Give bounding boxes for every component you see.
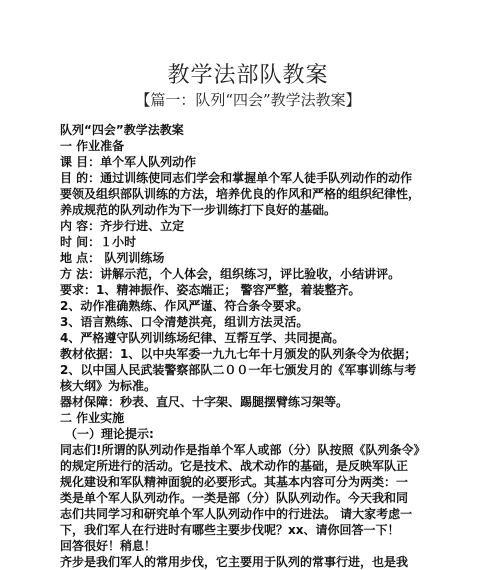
body-line: 回答很好！稍息！ <box>60 539 157 553</box>
body-line: 下，我们军人在行进时有哪些主要步伐呢？xx、请你回答一下！ <box>60 523 400 537</box>
subsection-heading: （一）理论提示: <box>65 427 154 441</box>
body-line: 4、严格遵守队列训练场纪律、互帮互学、共同提高。 <box>60 331 345 345</box>
body-line: 2、以中国人民武装警察部队二００一年七颁发月的《军事训练与考 <box>60 363 417 377</box>
section-heading: 一 作业准备 <box>60 139 125 153</box>
body-line: 2、动作准确熟练、作风严谨、符合条令要求。 <box>60 299 309 313</box>
body-line: 地 点： 队列训练场 <box>60 251 165 265</box>
body-line: 类是单个军人队列动作。一类是部（分）队队列动作。今天我和同 <box>60 491 409 505</box>
body-line: 教材依据：1、以中央军委一九九七年十月颁发的队列条令为依据； <box>60 347 417 361</box>
body-line: 目 的：通过训练使同志们学会和掌握单个军人徒手队列动作的动作 <box>60 171 413 185</box>
body-line: 方 法：讲解示范，个人体会，组织练习，评比验收，小结讲评。 <box>60 267 401 281</box>
body-line: 内 容：齐步行进、立定 <box>60 219 185 233</box>
body-line: 时 间：１小时 <box>60 235 137 249</box>
body-line: 志们共同学习和研究单个军人队列动作中的行进法。 请大家考虑一 <box>60 507 413 521</box>
body-line: 队列“四会”教学法教案 <box>60 123 184 137</box>
body-line: 课 目：单个军人队列动作 <box>60 155 197 169</box>
section-heading: 二 作业实施 <box>60 411 125 425</box>
document-subtitle: 【篇一：队列“四会”教学法教案】 <box>135 91 361 109</box>
body-line: 3、语言熟练、口令清楚洪亮，组训方法灵活。 <box>60 315 309 329</box>
body-line: 要求：1、精神振作、姿态端正； 警容严整，着装整齐。 <box>60 283 361 297</box>
body-line: 的规定所进行的活动。它是技术、战术动作的基础，是反映军队正 <box>60 459 409 473</box>
body-line: 要领及组织部队训练的方法，培养优良的作风和严格的组织纪律性， <box>60 187 421 201</box>
document-title: 教学法部队教案 <box>167 63 329 88</box>
body-line-partial: 齐步是我们军人的常用步伐，它主要用于队列的常事行进，也是我 <box>60 555 409 569</box>
body-line: 同志们!所谓的队列动作是指单个军人或部（分）队按照《队列条令》 <box>60 443 426 457</box>
body-line: 养成规范的队列动作为下一步训练打下良好的基础。 <box>60 203 337 217</box>
body-line: 器材保障：秒表、直尺、十字架、踢腿摆臂练习架等。 <box>60 395 349 409</box>
body-line: 规化建设和军队精神面貌的必要形式。其基本内容可分为两类：一 <box>60 475 409 489</box>
document-body <box>60 122 445 569</box>
body-line: 核大纲》为标准。 <box>60 379 157 393</box>
